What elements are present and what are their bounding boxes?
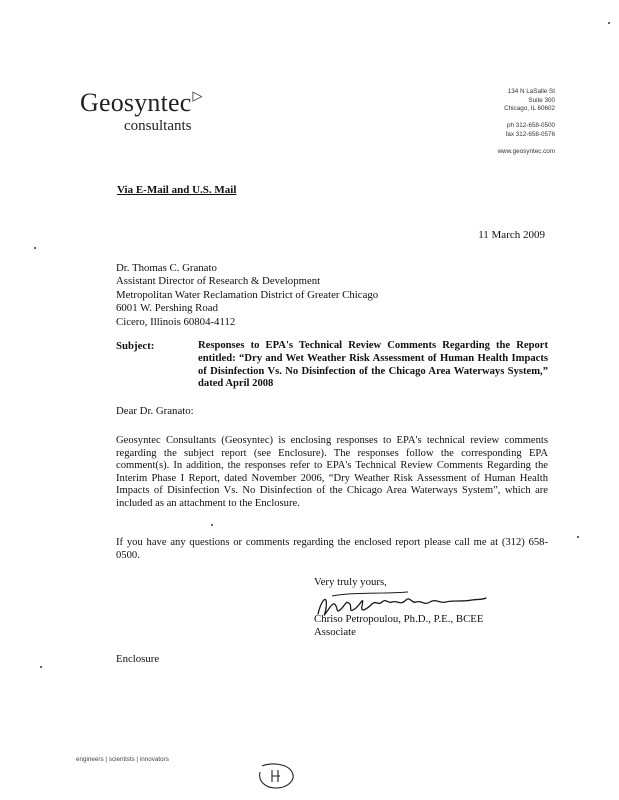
- subject-text: Responses to EPA's Technical Review Comments Regarding the Report entitled: “Dry and Wet Weather Risk Assessment of Human Health Impacts of Disinfection Vs. No Disinfection of the Chicago Area Waterways System,” dated April 2008: [198, 340, 548, 390]
- scan-speck: [577, 536, 579, 538]
- signer-title: Associate: [314, 626, 356, 638]
- address-line: Suite 300: [528, 96, 555, 104]
- recipient-organization: Metropolitan Water Reclamation District of Greater Chicago: [116, 288, 379, 301]
- body-paragraph-2: If you have any questions or comments regarding the enclosed report please call me at (312) 658-0500.: [116, 537, 548, 561]
- signer-name: Chriso Petropoulou, Ph.D., P.E., BCEE: [314, 613, 484, 625]
- company-logo: [80, 88, 203, 118]
- recipient-title: Assistant Director of Research & Development: [116, 275, 321, 288]
- signer-block: [314, 613, 483, 639]
- logo-mark-icon: ▷: [192, 88, 203, 103]
- scan-speck: [34, 247, 36, 249]
- website-line: www.geosyntec.com: [497, 148, 555, 156]
- company-address-block: [435, 88, 555, 157]
- recipient-city: Cicero, Illinois 60804-4112: [116, 315, 236, 328]
- address-line: Chicago, IL 60602: [504, 105, 555, 113]
- delivery-method: Via E-Mail and U.S. Mail: [117, 184, 237, 196]
- scan-speck: [211, 524, 213, 526]
- salutation: Dear Dr. Granato:: [116, 405, 194, 417]
- enclosure-note: Enclosure: [116, 653, 160, 665]
- recipient-street: 6001 W. Pershing Road: [116, 302, 218, 315]
- phone-line: ph 312-658-0500: [507, 122, 555, 130]
- footer-tagline: engineers | scientists | innovators: [76, 756, 169, 763]
- letter-date: 11 March 2009: [478, 229, 545, 241]
- scan-speck: [608, 22, 610, 24]
- body-paragraph-1: Geosyntec Consultants (Geosyntec) is enclosing responses to EPA's technical review comments regarding the subject report (see Enclosure). The responses follow the corresponding EPA comment(s). In addition, the responses refer to EPA's Technical Review Comments Regarding the Interim Phase I Report, dated November 2006, “Dry Weather Risk Assessment of Human Health Impacts of Disinfection Vs. No Disinfection of the Chicago Area Waterways System”, which are included as an attachment to the Enclosure.: [116, 435, 548, 509]
- scan-speck: [40, 666, 42, 668]
- fax-line: fax 312-658-0576: [505, 130, 555, 138]
- recipient-name: Dr. Thomas C. Granato: [116, 262, 217, 274]
- closing-phrase: Very truly yours,: [314, 576, 387, 588]
- company-tagline: consultants: [124, 118, 192, 134]
- subject-label: Subject:: [116, 340, 155, 352]
- recipient-address: [116, 262, 378, 329]
- address-spacer: [435, 114, 555, 123]
- handwritten-page-mark: [254, 760, 298, 790]
- address-line: 134 N LaSalle St: [507, 88, 555, 95]
- company-name: Geosyntec: [80, 88, 192, 117]
- address-spacer: [435, 140, 555, 149]
